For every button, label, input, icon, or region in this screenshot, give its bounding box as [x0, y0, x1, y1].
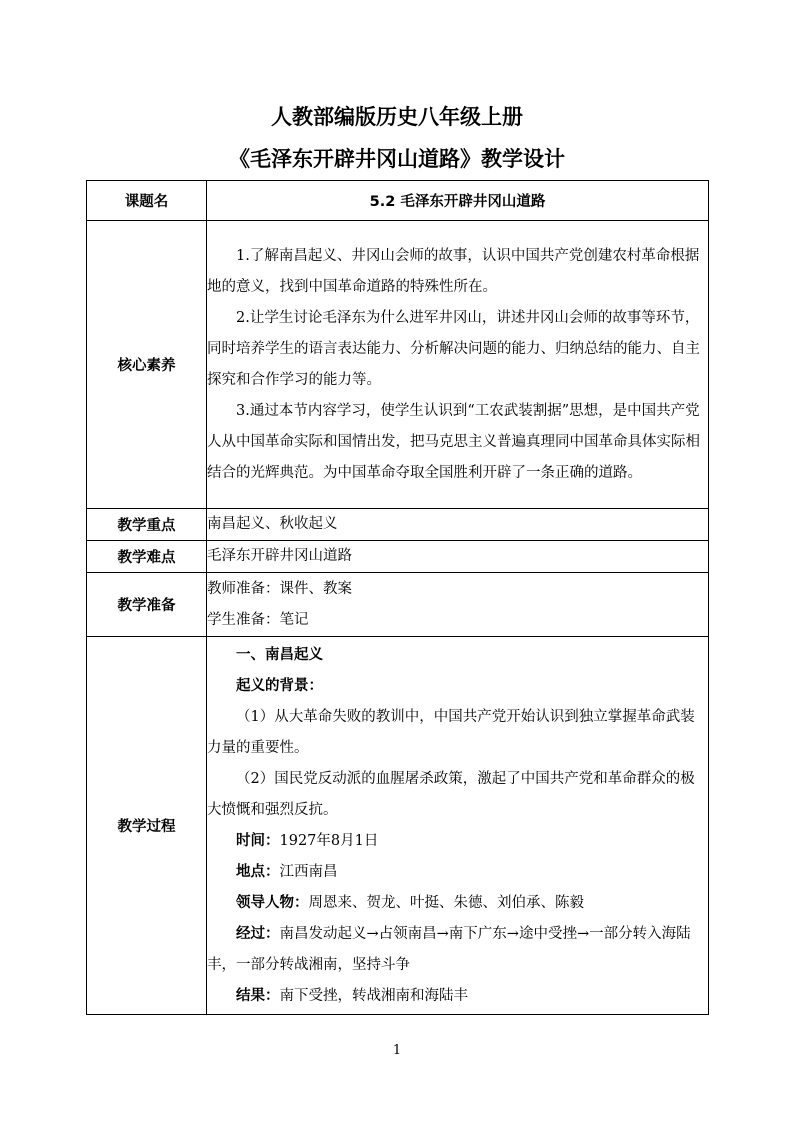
core-item-3: 3.通过本节内容学习，使学生认识到“工农武装割据”思想，是中国共产党人从中国革命实际和国情出发，把马克思主义普遍真理同中国革命具体实际相结合的光辉典范。为中国革命夺取全国胜利开辟了一条正确的道路。	[207, 402, 700, 481]
document-subtitle: 《毛泽东开辟井冈山道路》教学设计	[229, 147, 565, 171]
leaders-value: 周恩来、贺龙、叶挺、朱德、刘伯承、陈毅	[308, 894, 584, 911]
course-line	[207, 919, 708, 981]
leaders-label: 领导人物：	[236, 894, 309, 911]
background-label: 起义的背景：	[236, 677, 323, 694]
core-content	[207, 221, 709, 509]
result-value: 南下受挫，转战湘南和海陆丰	[279, 987, 468, 1004]
row-topic	[87, 181, 709, 221]
page-number: 1	[392, 1043, 402, 1058]
row-preparation	[87, 573, 709, 637]
difficulty-label: 教学难点	[87, 541, 207, 573]
time-value: 1927年8月1日	[279, 832, 379, 849]
row-key-points	[87, 509, 709, 541]
process-content	[207, 637, 709, 1015]
place-line	[207, 857, 708, 888]
prep-student: 学生准备：笔记	[207, 611, 309, 628]
topic-label: 课题名	[87, 181, 207, 221]
prep-teacher: 教师准备：课件、教案	[207, 580, 352, 597]
row-core-literacy	[87, 221, 709, 509]
row-process	[87, 637, 709, 1015]
course-label: 经过：	[236, 925, 280, 942]
time-label: 时间：	[236, 832, 280, 849]
lesson-plan-table	[86, 180, 709, 1015]
topic-value: 5.2 毛泽东开辟井冈山道路	[207, 181, 709, 221]
background-item-1: （1）从大革命失败的教训中，中国共产党开始认识到独立掌握革命武装力量的重要性。	[207, 708, 695, 756]
time-line	[207, 826, 708, 857]
place-label: 地点：	[236, 863, 280, 880]
key-value: 南昌起义、秋收起义	[207, 509, 709, 541]
core-item-2: 2.让学生讨论毛泽东为什么进军井冈山，讲述井冈山会师的故事等环节，同时培养学生的语言表达能力、分析解决问题的能力、归纳总结的能力、自主探究和合作学习的能力等。	[207, 309, 700, 388]
difficulty-value: 毛泽东开辟井冈山道路	[207, 541, 709, 573]
course-value: 南昌发动起义→占领南昌→南下广东→途中受挫→一部分转入海陆丰，一部分转战湘南，坚持斗争	[207, 925, 691, 973]
prep-content	[207, 573, 709, 637]
background-item-2: （2）国民党反动派的血腥屠杀政策，激起了中国共产党和革命群众的极大愤慨和强烈反抗。	[207, 770, 695, 818]
leaders-line	[207, 888, 708, 919]
process-label: 教学过程	[87, 637, 207, 1015]
result-line	[207, 981, 708, 1012]
core-item-1: 1.了解南昌起义、井冈山会师的故事，认识中国共产党创建农村革命根据地的意义，找到中国革命道路的特殊性所在。	[207, 247, 700, 295]
row-difficulties	[87, 541, 709, 573]
section-heading: 一、南昌起义	[236, 646, 323, 663]
key-label: 教学重点	[87, 509, 207, 541]
prep-label: 教学准备	[87, 573, 207, 637]
place-value: 江西南昌	[279, 863, 338, 880]
core-label: 核心素养	[87, 221, 207, 509]
result-label: 结果：	[236, 987, 280, 1004]
document-title: 人教部编版历史八年级上册	[271, 105, 523, 129]
